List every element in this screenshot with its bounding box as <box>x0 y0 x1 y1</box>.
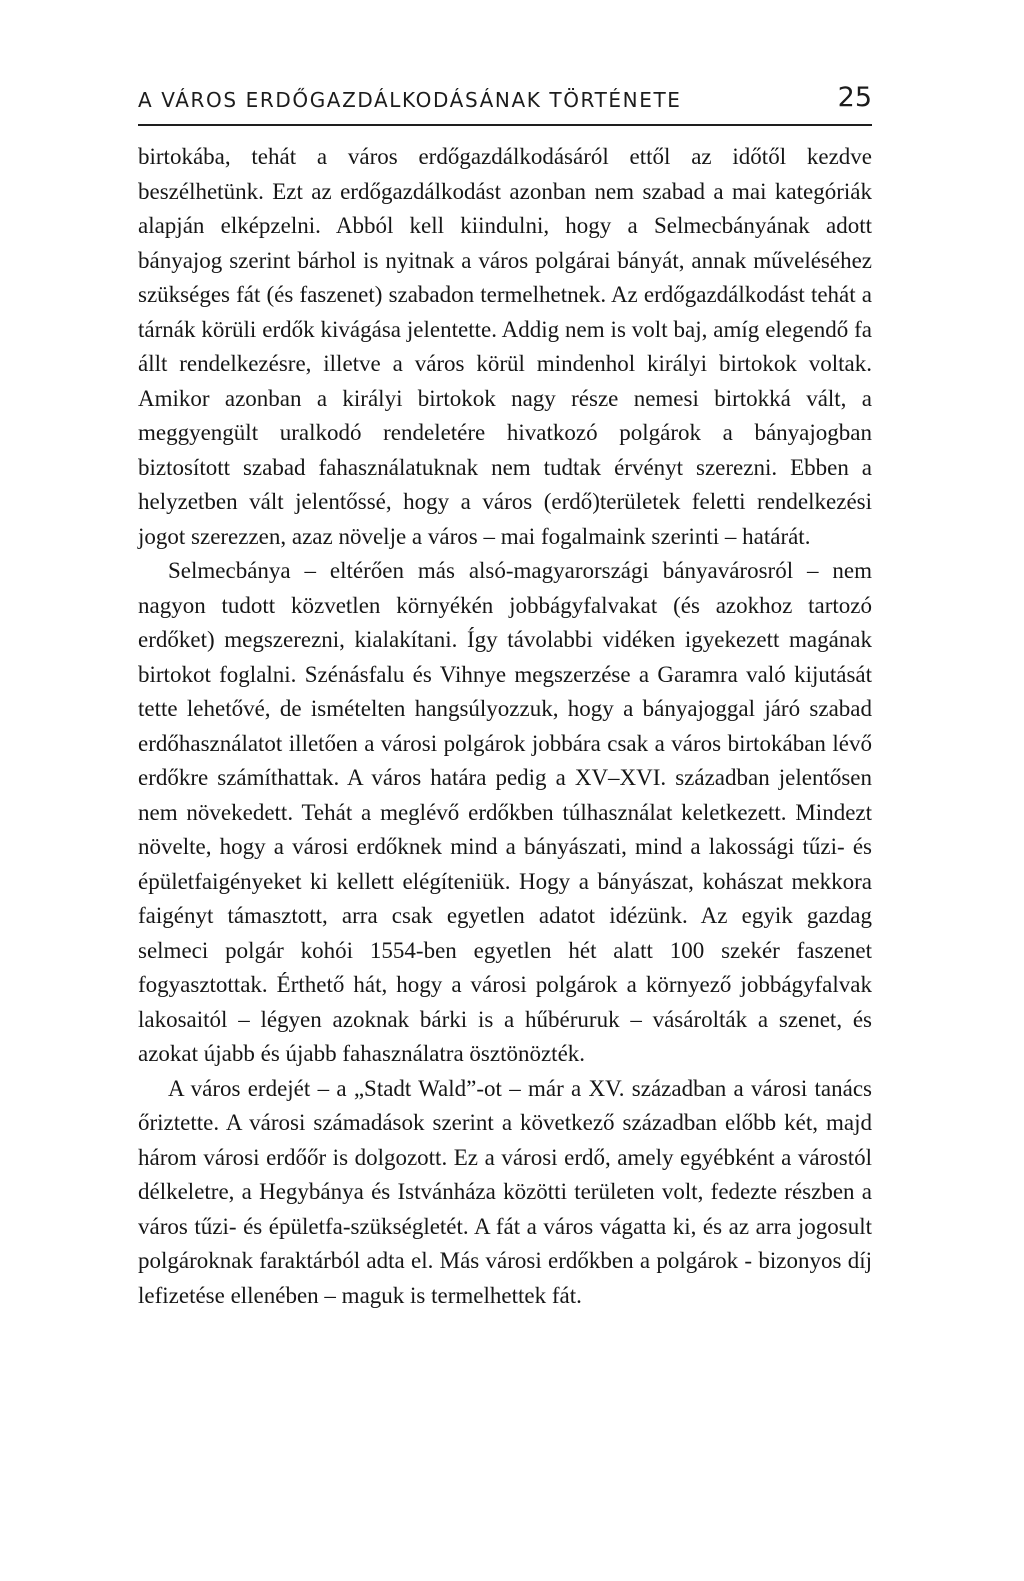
running-head <box>138 80 872 126</box>
paragraph-1: birtokába, tehát a város erdőgazdálkodásáról ettől az időtől kezdve beszélhetünk. Ezt az erdőgazdálkodást azonban nem szabad a mai kategóriák alapján elképzelni. Abból kell kiindulni, hogy a Selmecbányának adott bányajog szerint bárhol is nyitnak a város polgárai bányát, annak műveléséhez szükséges fát (és faszenet) szabadon termelhetnek. Az erdőgazdálkodást tehát a tárnák körüli erdők kivágása jelentette. Addig nem is volt baj, amíg elegendő fa állt rendelkezésre, illetve a város körül mindenhol királyi birtokok voltak. Amikor azonban a királyi birtokok nagy része nemesi birtokká vált, a meggyengült uralkodó rendeletére hivatkozó polgárok a bányajogban biztosított szabad fahasználatuknak nem tudtak érvényt szerezni. Ebben a helyzetben vált jelentőssé, hogy a város (erdő)területek feletti rendelkezési jogot szerezzen, azaz növelje a város – mai fogalmaink szerinti – határát. <box>138 144 872 549</box>
paragraph-2: Selmecbánya – eltérően más alsó-magyarországi bányavárosról – nem nagyon tudott közvetlen környékén jobbágyfalvakat (és azokhoz tartozó erdőket) megszerezni, kialakítani. Így távolabbi vidéken igyekezett magának birtokot foglalni. Szénásfalu és Vihnye megszerzése a Garamra való kijutását tette lehetővé, de ismételten hangsúlyozzuk, hogy a bányajoggal járó szabad erdőhasználatot illetően a városi polgárok jobbára csak a város birtokában lévő erdőkre számíthattak. A város határa pedig a XV–XVI. században jelentősen nem növekedett. Tehát a meglévő erdőkben túlhasználat keletkezett. Mindezt növelte, hogy a városi erdőknek mind a bányászati, mind a lakossági tűzi- és épületfaigényeket ki kellett elégíteniük. Hogy a bányászat, kohászat mekkora faigényt támasztott, arra csak egyetlen adatot idézünk. Az egyik gazdag selmeci polgár kohói 1554-ben egyetlen hét alatt 100 szekér faszenet fogyasztottak. Érthető hát, hogy a városi polgárok a környező jobbágyfalvak lakosaitól – légyen azoknak bárki is a hűbéruruk – vásárolták a szenet, és azokat újabb és újabb fahasználatra ösztönözték. <box>138 558 872 1066</box>
running-title: A VÁROS ERDŐGAZDÁLKODÁSÁNAK TÖRTÉNETE <box>138 88 682 112</box>
body-text <box>138 140 872 1313</box>
paragraph-3: A város erdejét – a „Stadt Wald”-ot – már a XV. században a városi tanács őriztette. A városi számadások szerint a következő században előbb két, majd három városi erdőőr is dolgozott. Ez a városi erdő, amely egyébként a várostól délkeletre, a Hegybánya és Istvánháza közötti területen volt, fedezte részben a város tűzi- és épületfa-szükségletét. A fát a város vágatta ki, és az arra jogosult polgároknak faraktárból adta el. Más városi erdőkben a polgárok - bizonyos díj lefizetése ellenében – maguk is termelhettek fát. <box>138 1075 872 1308</box>
book-page <box>138 80 872 1313</box>
page-number: 25 <box>837 82 872 113</box>
